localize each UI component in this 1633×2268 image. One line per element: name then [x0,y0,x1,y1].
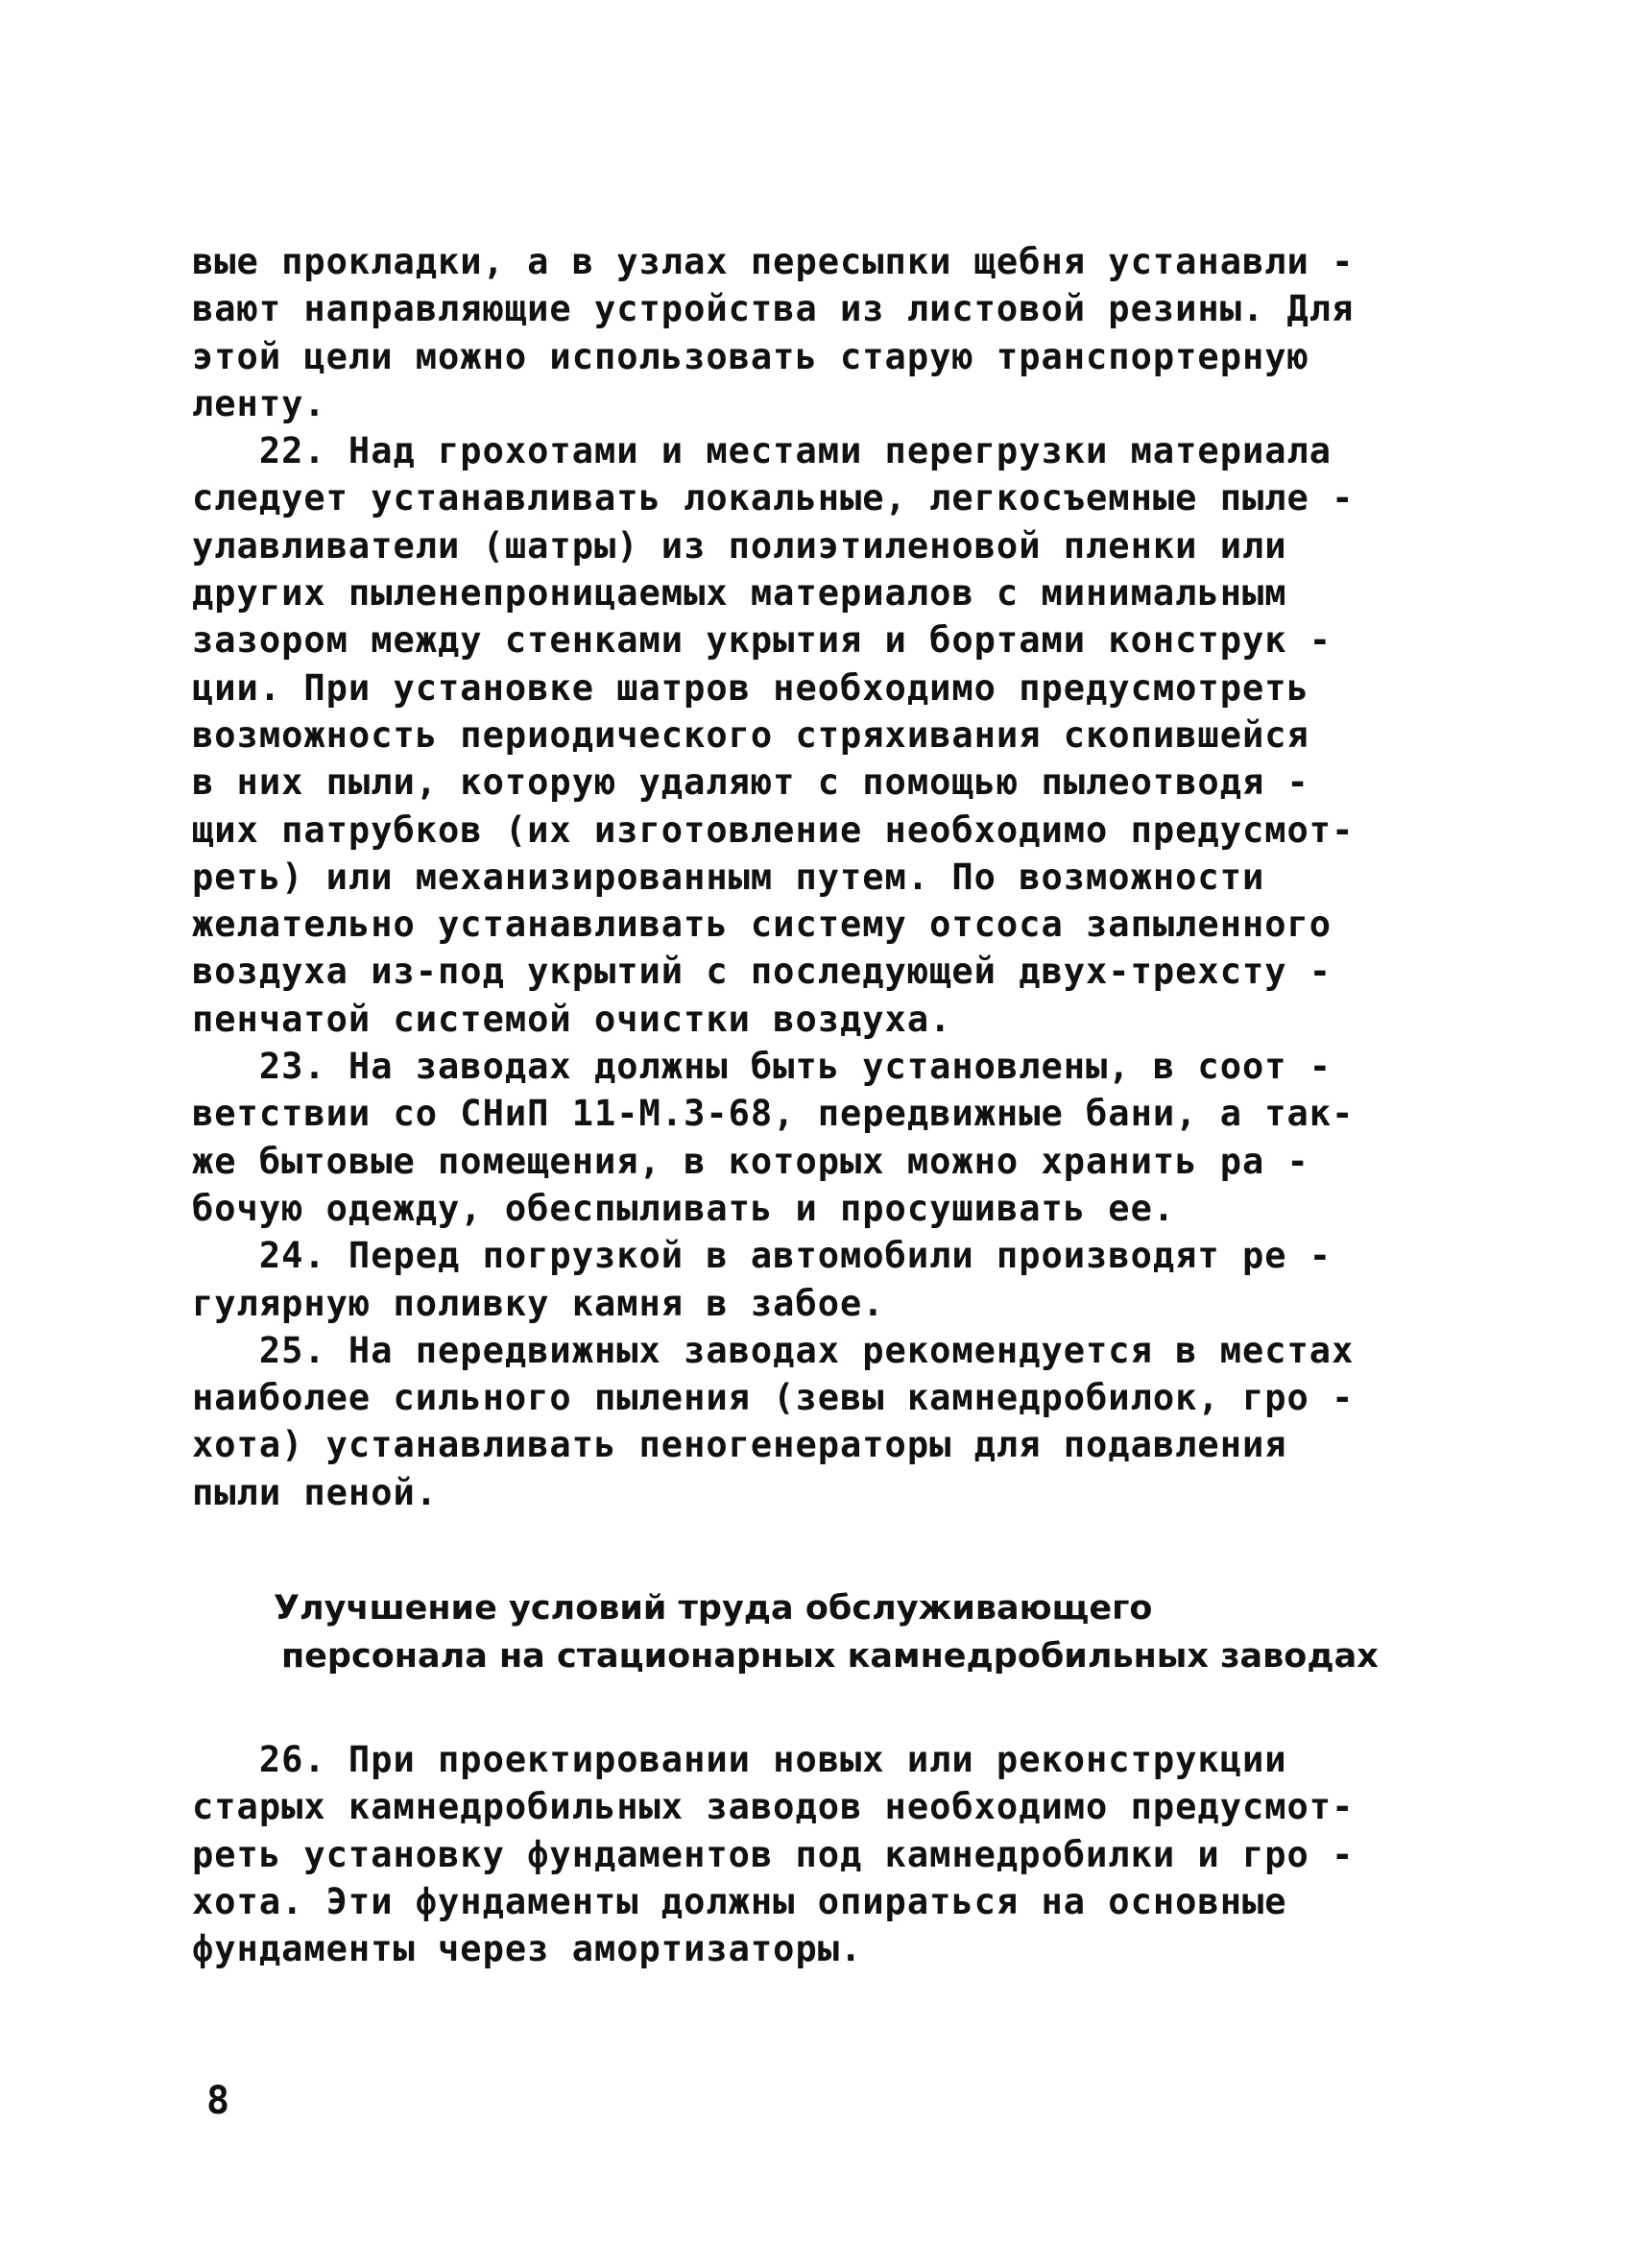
text-line: возможность периодического стряхивания скопившейся [192,713,1309,756]
text-line: старых камнедробильных заводов необходимо предусмот- [192,1786,1355,1828]
text-line: бочую одежду, обеспыливать и просушивать ее. [192,1187,1176,1229]
paragraph-25-start: 25. На передвижных заводах рекомендуется в местах [192,1329,1355,1371]
body-text-bottom [192,1736,1440,1972]
text-line: фундаменты через амортизаторы. [192,1928,863,1970]
text-line: этой цели можно использовать старую транспортерную [192,335,1309,377]
text-line: вые прокладки, а в узлах пересыпки щебня устанавли - [192,241,1355,282]
text-line: хота. Эти фундаменты должны опираться на основные [192,1880,1287,1922]
text-line: реть установку фундаментов под камнедробилки и гро - [192,1833,1355,1875]
text-line: наиболее сильного пыления (зевы камнедробилок, гро - [192,1377,1355,1419]
text-line: ветствии со СНиП 11-М.3-68, передвижные бани, а так- [192,1093,1355,1135]
text-line: воздуха из-под укрытий с последующей двух-трехсту - [192,951,1333,993]
text-line: в них пыли, которую удаляют с помощью пылеотводя - [192,761,1309,804]
text-line: следует устанавливать локальные, легкосъемные пыле - [192,477,1355,519]
text-line: пыли пеной. [192,1471,439,1513]
section-heading-line-1: Улучшение условий труда обслуживающего [274,1589,1153,1628]
text-line: ленту. [192,382,326,424]
text-line: гулярную поливку камня в забое. [192,1282,885,1324]
text-line: пенчатой системой очистки воздуха. [192,998,952,1040]
paragraph-26-start: 26. При проектировании новых или реконструкции [192,1739,1287,1780]
text-line: щих патрубков (их изготовление необходимо предусмот- [192,808,1355,851]
text-line: хота) устанавливать пеногенераторы для подавления [192,1424,1287,1466]
section-heading [274,1584,1426,1680]
text-line: улавливатели (шатры) из полиэтиленовой пленки или [192,524,1287,567]
text-line: других пыленепроницаемых материалов с минимальным [192,572,1287,615]
paragraph-22-start: 22. Над грохотами и местами перегрузки материала [192,430,1333,472]
page-number: 8 [206,2079,230,2123]
text-line: же бытовые помещения, в которых можно хранить ра - [192,1140,1309,1182]
text-line: реть) или механизированным путем. По возможности [192,856,1265,898]
paragraph-23-start: 23. На заводах должны быть установлены, в соот - [192,1046,1333,1088]
text-line: вают направляющие устройства из листовой резины. Для [192,288,1355,330]
paragraph-24-start: 24. Перед погрузкой в автомобили производят ре - [192,1235,1333,1277]
body-text-top [192,238,1440,1516]
text-line: ции. При установке шатров необходимо предусмотреть [192,666,1309,709]
text-line: желательно устанавливать систему отсоса запыленного [192,904,1333,946]
section-heading-line-2: персонала на стационарных камнедробильных заводах [281,1637,1379,1676]
text-line: зазором между стенками укрытия и бортами конструк - [192,619,1333,662]
